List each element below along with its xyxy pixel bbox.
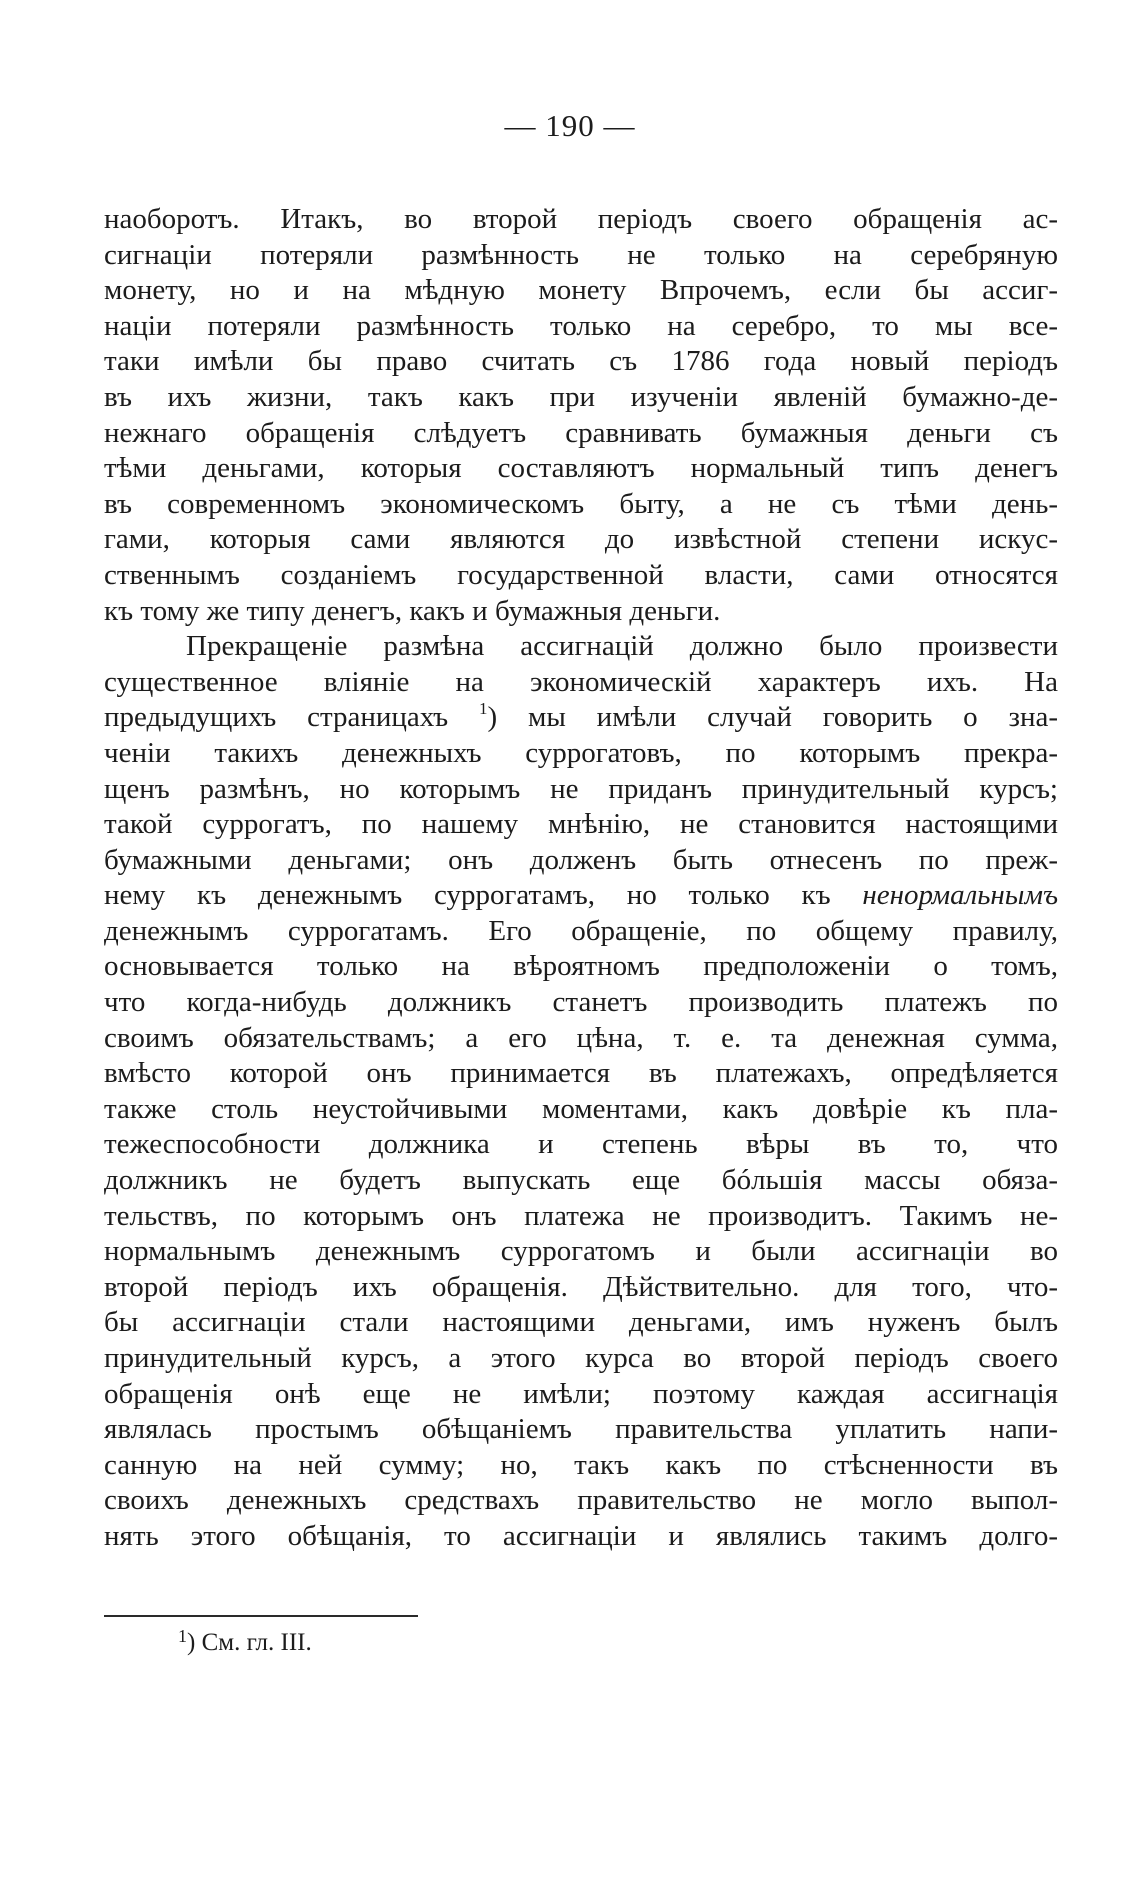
text-line: обращенія онѣ еще не имѣли; поэтому каждая ассигнація <box>104 1377 1058 1410</box>
text-line: основывается только на вѣроятномъ предположеніи о томъ, <box>104 950 1058 983</box>
text-line: денежнымъ суррогатамъ. Его обращеніе, по общему правилу, <box>104 914 1058 947</box>
footnote-divider <box>104 1615 418 1617</box>
text-line: что когда-нибудь должникъ станетъ производить платежъ по <box>104 986 1058 1019</box>
text-line: тежеспособности должника и степень вѣры въ то, что <box>104 1128 1058 1161</box>
text-line: также столь неустойчивыми моментами, какъ довѣріе къ пла- <box>104 1092 1058 1125</box>
text-line: сигнаціи потеряли размѣнность не только на серебряную <box>104 238 1058 271</box>
text-line: тѣми деньгами, которыя составляютъ нормальный типъ денегъ <box>104 452 1058 485</box>
text-line: нять этого обѣщанія, то ассигнаціи и являлись такимъ долго- <box>104 1519 1058 1552</box>
text-line-with-footnote-ref <box>104 700 1058 736</box>
text-line: санную на ней сумму; но, такъ какъ по стѣсненности въ <box>104 1448 1058 1481</box>
main-text <box>104 202 1058 1555</box>
text-line: бумажными деньгами; онъ долженъ быть отнесенъ по преж- <box>104 843 1058 876</box>
text-line: тельствъ, по которымъ онъ платежа не производитъ. Такимъ не- <box>104 1199 1058 1232</box>
text-line: должникъ не будетъ выпускать еще бóльшія массы обяза- <box>104 1164 1058 1197</box>
text-line: ственнымъ созданіемъ государственной власти, сами относятся <box>104 558 1058 591</box>
text-line: второй періодъ ихъ обращенія. Дѣйствительно. для того, что- <box>104 1270 1058 1303</box>
text-line: такой суррогатъ, по нашему мнѣнію, не становится настоящими <box>104 808 1058 841</box>
page-number: — 190 — <box>504 108 636 143</box>
text-line: ченіи такихъ денежныхъ суррогатовъ, по которымъ прекра- <box>104 736 1058 769</box>
text-segment: ) мы имѣли случай говорить о зна- <box>487 701 1058 734</box>
text-line: нормальнымъ денежнымъ суррогатомъ и были ассигнаціи во <box>104 1235 1058 1268</box>
text-line-with-emphasis <box>104 878 1058 914</box>
text-line: принудительный курсъ, а этого курса во второй періодъ своего <box>104 1342 1058 1374</box>
footnote-mark: 1 <box>178 1626 187 1646</box>
text-segment: нему къ денежнымъ суррогатамъ, но только къ <box>104 879 831 912</box>
text-line: бы ассигнаціи стали настоящими деньгами, имъ нуженъ былъ <box>104 1306 1058 1339</box>
text-line: наоборотъ. Итакъ, во второй періодъ своего обращенія ас- <box>104 203 1058 235</box>
text-line: монету, но и на мѣдную монету Впрочемъ, если бы ассиг- <box>104 274 1058 307</box>
text-line: своихъ денежныхъ средствахъ правительство не могло выпол- <box>104 1484 1058 1517</box>
paragraph-first-line: Прекращеніе размѣна ассигнацій должно было произвести <box>186 630 1058 663</box>
footnote <box>178 1626 312 1657</box>
text-line: къ тому же типу денегъ, какъ и бумажныя деньги. <box>104 594 721 627</box>
text-line: націи потеряли размѣнность только на серебро, то мы все- <box>104 309 1058 342</box>
text-line: въ современномъ экономическомъ быту, а не съ тѣми день- <box>104 487 1058 520</box>
emphasized-word: ненормальнымъ <box>862 879 1058 912</box>
text-line: щенъ размѣнъ, но которымъ не приданъ принудительный курсъ; <box>104 772 1058 805</box>
text-line: существенное вліяніе на экономическій характеръ ихъ. На <box>104 665 1058 698</box>
text-line: въ ихъ жизни, такъ какъ при изученіи явленій бумажно-де- <box>104 380 1058 413</box>
text-line: являлась простымъ обѣщаніемъ правительства уплатить напи- <box>104 1413 1058 1446</box>
footnote-reference[interactable]: 1 <box>479 700 488 719</box>
text-line: гами, которыя сами являются до извѣстной степени искус- <box>104 523 1058 556</box>
text-line: таки имѣли бы право считать съ 1786 года новый періодъ <box>104 345 1058 378</box>
footnote-text: ) См. гл. III. <box>187 1629 312 1656</box>
text-line: своимъ обязательствамъ; а его цѣна, т. е. та денежная сумма, <box>104 1021 1058 1054</box>
text-segment: предыдущихъ страницахъ <box>104 701 449 734</box>
text-line: нежнаго обращенія слѣдуетъ сравнивать бумажныя деньги съ <box>104 416 1058 449</box>
text-line: вмѣсто которой онъ принимается въ платежахъ, опредѣляется <box>104 1057 1058 1090</box>
